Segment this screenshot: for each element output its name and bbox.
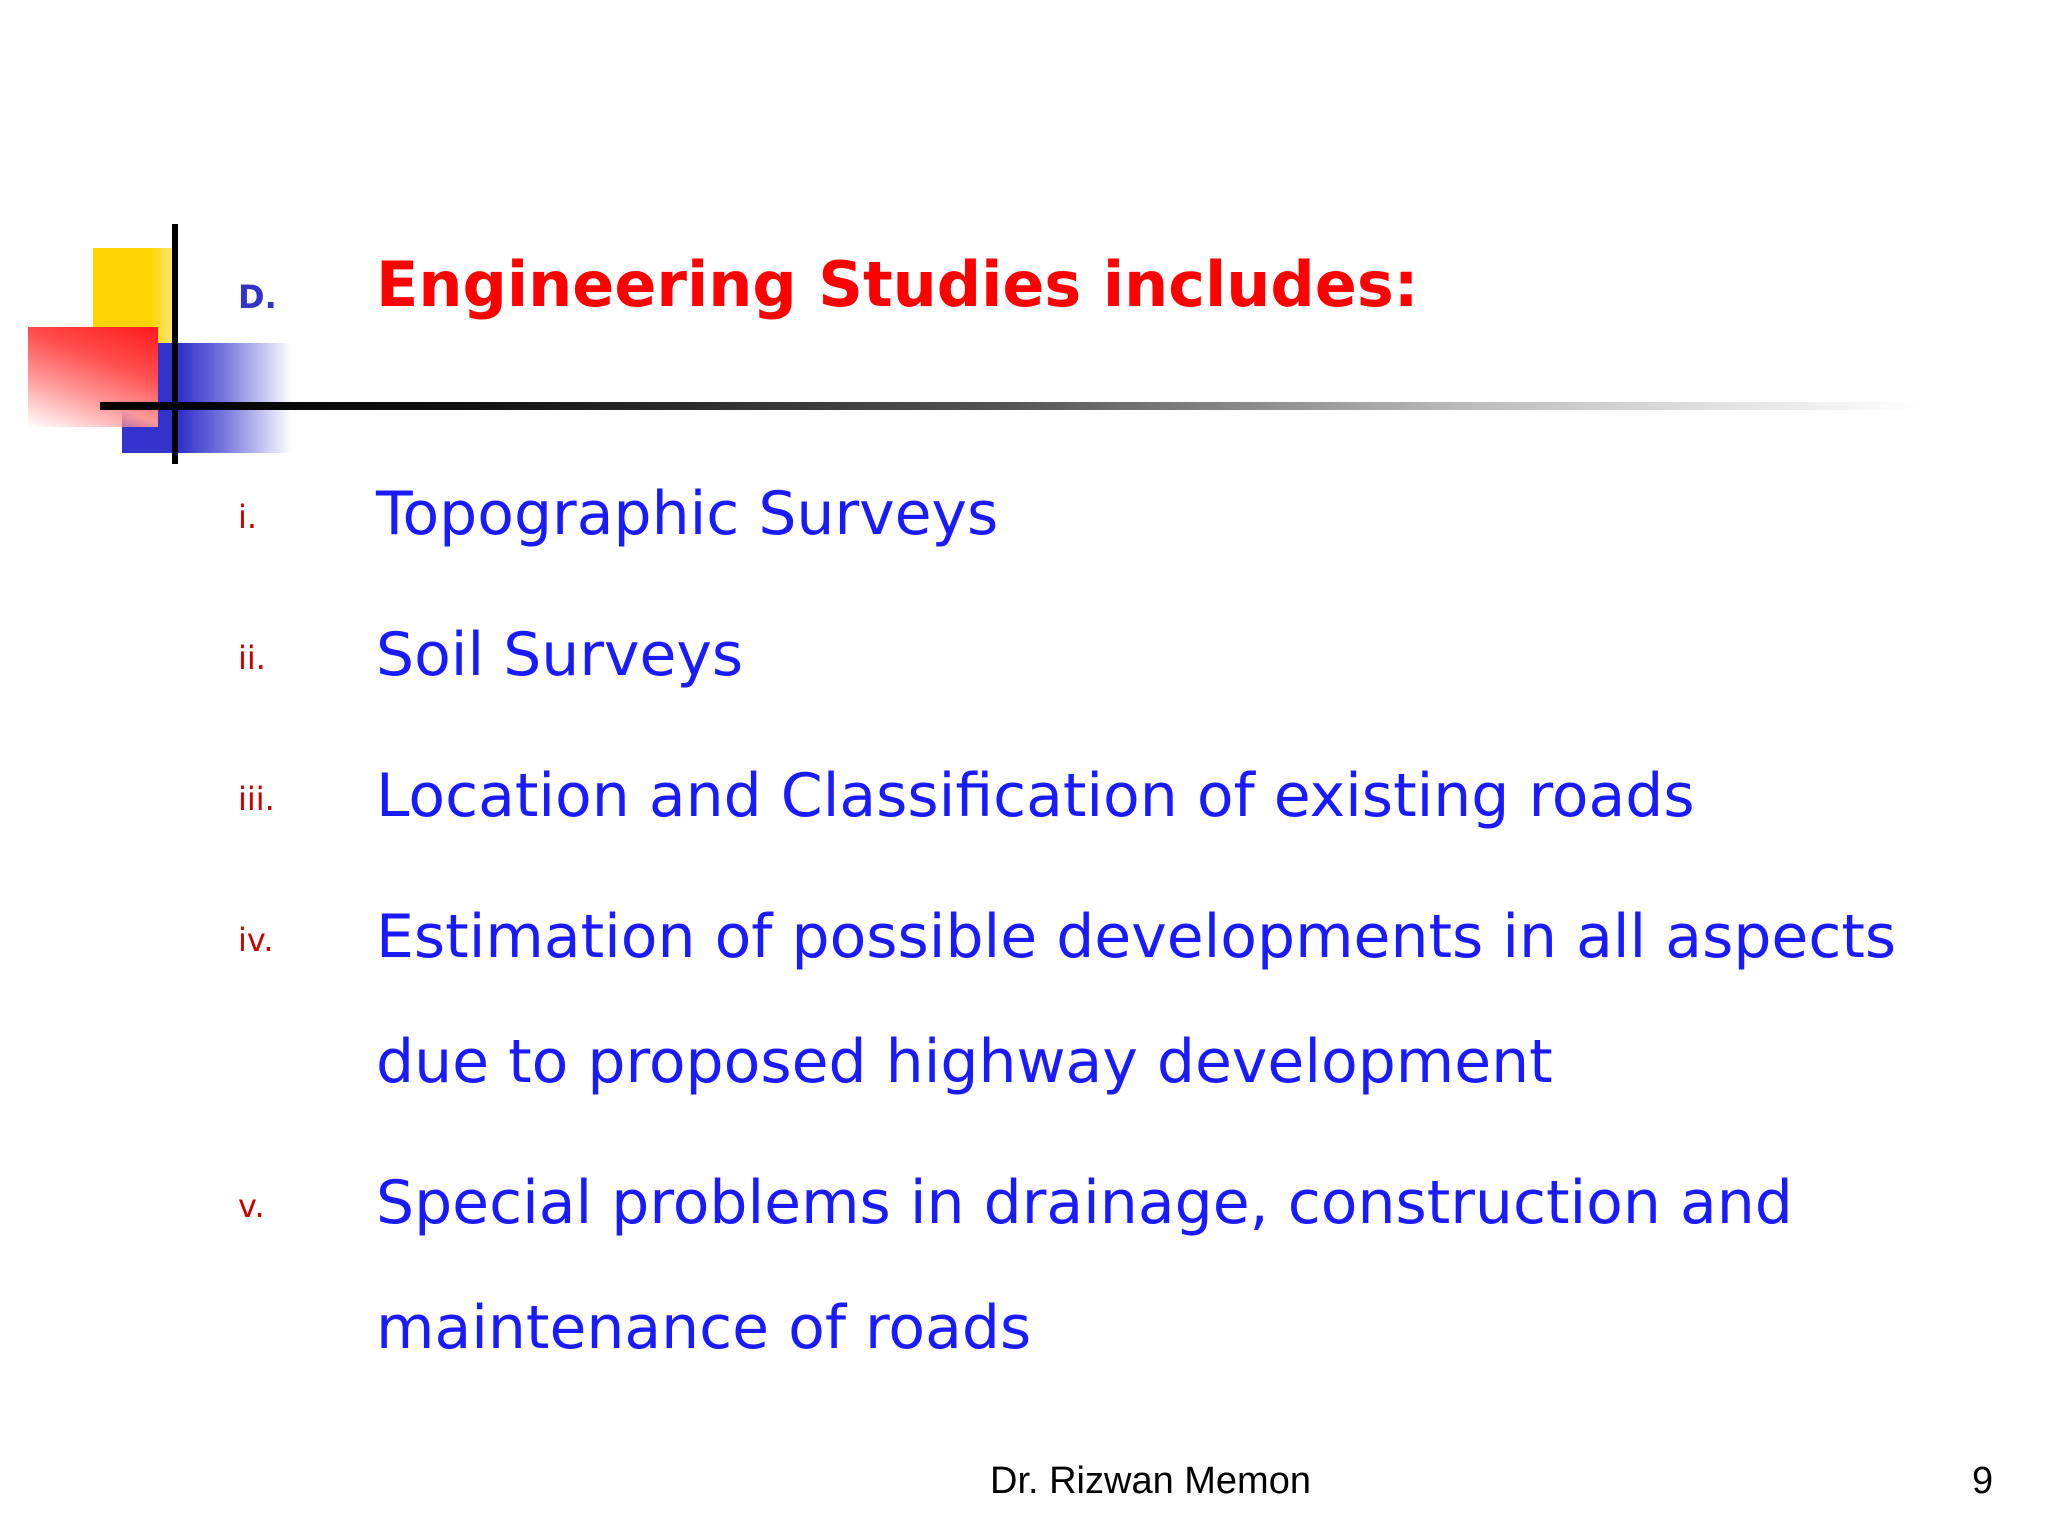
title-text: Engineering Studies includes: [376, 248, 1419, 321]
decor-vertical-line [172, 224, 178, 464]
title-marker: D. [238, 278, 277, 316]
footer-author: Dr. Rizwan Memon [990, 1460, 1311, 1502]
decor-red-square [28, 327, 158, 427]
list-item-marker: i. [238, 498, 258, 536]
list-item-marker: iii. [238, 780, 275, 818]
list-item-text: Special problems in drainage, construction and maintenance of roads [376, 1168, 1793, 1363]
list-item-text: Location and Classification of existing roads [376, 761, 1695, 831]
list-item-marker: iv. [238, 921, 274, 959]
list-item-text: Topographic Surveys [376, 479, 999, 549]
list-item-marker: v. [238, 1187, 265, 1225]
list-item-marker: ii. [238, 639, 266, 677]
list-item-text: Soil Surveys [376, 620, 744, 690]
title-underline [100, 402, 1920, 410]
page-number: 9 [1972, 1460, 1994, 1502]
list-item-text: Estimation of possible developments in all aspects due to proposed highway development [376, 902, 1897, 1097]
